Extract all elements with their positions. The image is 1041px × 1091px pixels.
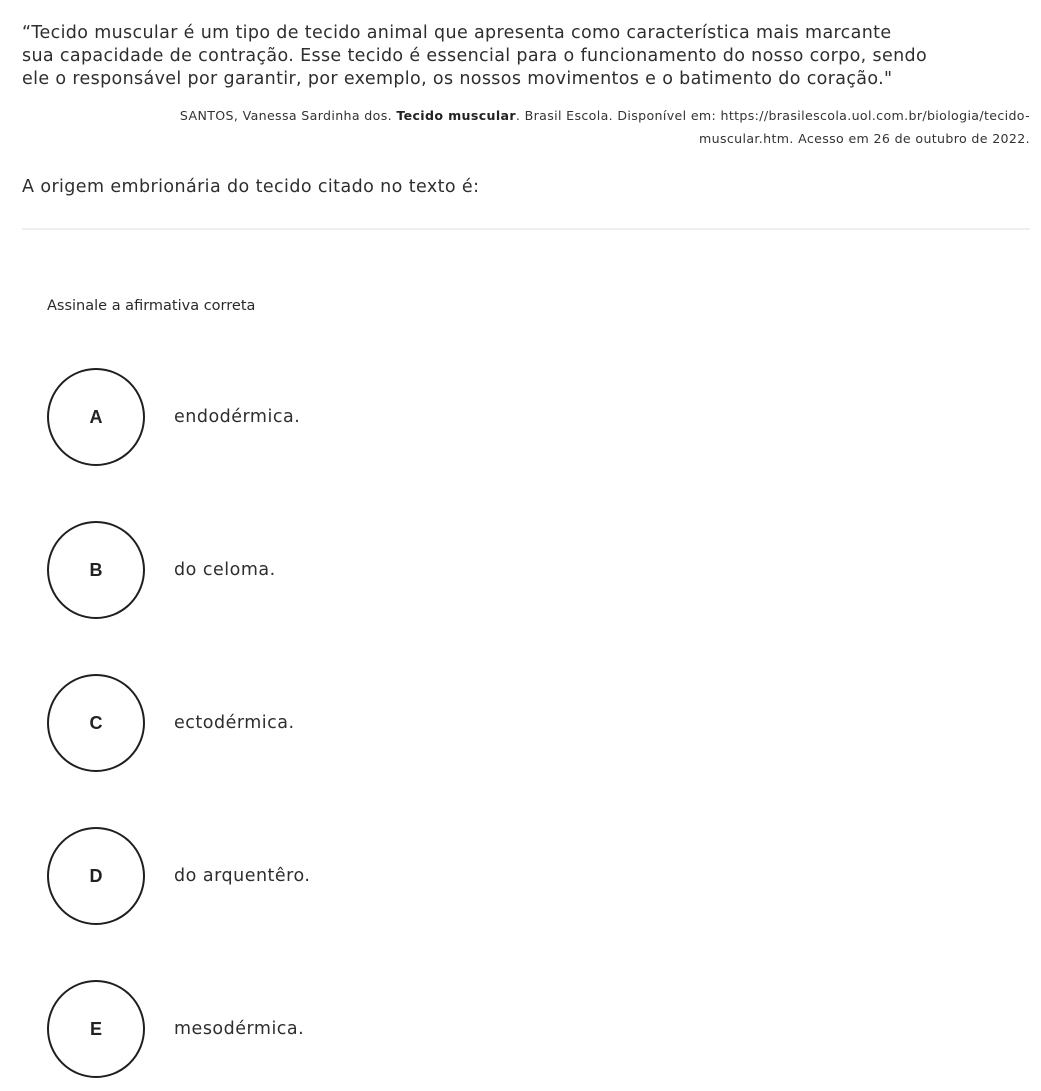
option-b-text[interactable]: do celoma. [174,560,276,580]
option-c[interactable] [46,674,646,778]
quote-line-2: sua capacidade de contração. Esse tecido é essencial para o funcionamento do nosso corpo, sendo [22,46,928,66]
citation-line-2: muscular.htm. Acesso em 26 de outubro de 2022. [699,131,1030,146]
option-e-circle[interactable] [47,980,145,1078]
option-d-circle[interactable] [47,827,145,925]
option-b-letter: B [89,559,103,580]
option-c-circle[interactable] [47,674,145,772]
option-d[interactable] [46,827,646,931]
quote-line-3: ele o responsável por garantir, por exemplo, os nossos movimentos e o batimento do coração." [22,69,893,89]
option-b[interactable] [46,521,646,625]
quote-text [22,22,1030,91]
option-a-circle[interactable] [47,368,145,466]
option-d-text[interactable]: do arquentêro. [174,866,311,886]
citation [22,104,1030,150]
citation-author: SANTOS, Vanessa Sardinha dos. [179,108,397,123]
divider [22,228,1030,230]
instruction-text: Assinale a afirmativa correta [47,298,256,314]
option-a-letter: A [89,406,103,427]
citation-line-1 [22,104,1030,127]
option-c-text[interactable]: ectodérmica. [174,713,295,733]
option-e-letter: E [89,1018,102,1039]
option-e[interactable] [46,980,646,1084]
option-a-text[interactable]: endodérmica. [174,407,301,427]
option-c-letter: C [89,712,103,733]
option-d-letter: D [89,865,103,886]
citation-title: Tecido muscular [396,108,516,123]
option-e-text[interactable]: mesodérmica. [174,1019,305,1039]
option-a[interactable] [46,368,646,472]
quote-line-1: “Tecido muscular é um tipo de tecido animal que apresenta como característica mais marcante [22,23,892,43]
option-b-circle[interactable] [47,521,145,619]
question-text: A origem embrionária do tecido citado no texto é: [22,177,480,197]
citation-source: . Brasil Escola. Disponível em: https://brasilescola.uol.com.br/biologia/tecido- [515,108,1030,123]
